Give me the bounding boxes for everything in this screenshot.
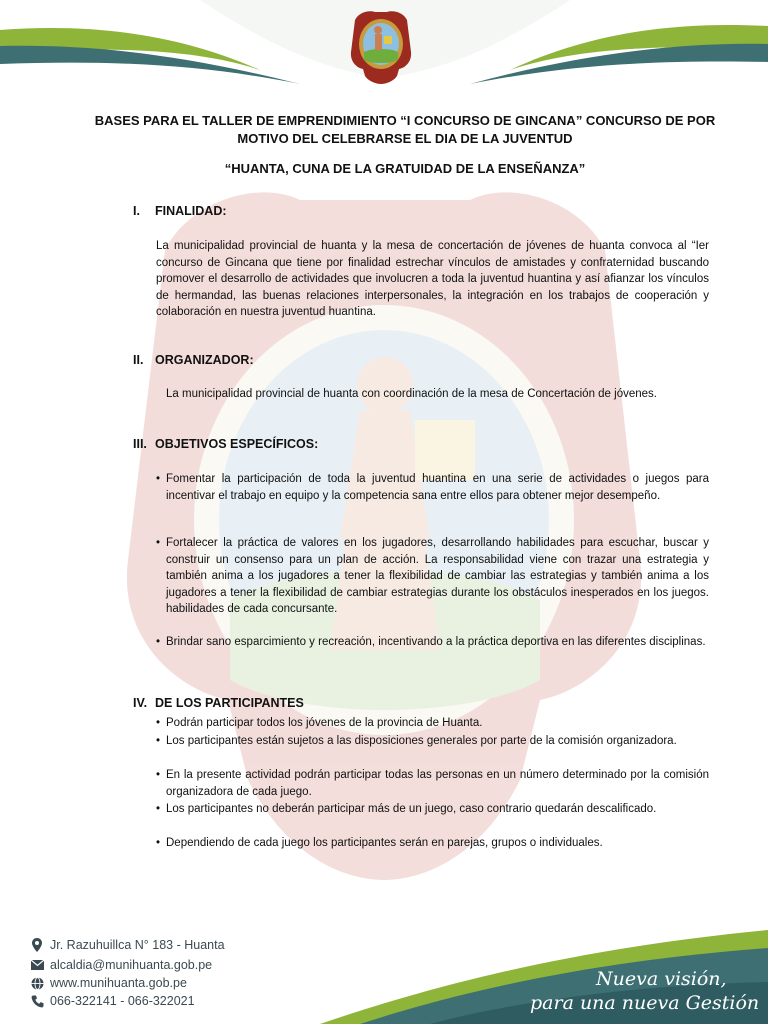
- objective-text: Fortalecer la práctica de valores en los jugadores, desarrollando habilidades para escuchar, buscar y construir un consenso para un plan de acción. La responsabilidad viene con trazar una estrategia y también anima a los jugadores a tener la flexibilidad de cambiar las estrategias y también anima a los jugadores a tener la flexibilidad de cambiar estrategias durante los obstáculos inesperados en los juegos. habilidades de cada concursante.: [166, 537, 709, 616]
- participant-text: Los participantes no deberán participar más de un juego, caso contrario quedarán descalificado.: [166, 803, 657, 815]
- bullet-icon: •: [156, 537, 161, 549]
- organizador-paragraph: La municipalidad provincial de huanta con coordinación de la mesa de Concertación de jóvenes.: [166, 388, 657, 400]
- section-number: I.: [133, 204, 140, 218]
- email-link[interactable]: alcaldia@munihuanta.gob.pe: [50, 958, 213, 972]
- section-number: III.: [133, 437, 147, 451]
- section-title: DE LOS PARTICIPANTES: [155, 696, 304, 710]
- bullet-icon: •: [156, 473, 161, 485]
- bullet-icon: •: [156, 769, 161, 781]
- finalidad-paragraph: La municipalidad provincial de huanta y la mesa de concertación de jóvenes de huanta convoca al “Ier concurso de Gincana que tiene por finalidad estrechar vínculos de amistades y confraternidad buscando promover el desarrollo de actividades que involucren a toda la juventud huantina y así afianzar los vínculos de hermandad, las buenas relaciones interpersonales, la integración en los trabajos de cooperación y colaboración en nuestra juventud huantina.: [156, 240, 709, 319]
- bullet-icon: •: [156, 717, 161, 729]
- section-title: ORGANIZADOR:: [155, 353, 254, 367]
- web-link[interactable]: www.munihuanta.gob.pe: [50, 976, 187, 990]
- section-title: FINALIDAD:: [155, 204, 227, 218]
- envelope-icon: [30, 958, 44, 972]
- objective-text: Fomentar la participación de toda la juventud huantina en una serie de actividades o juegos para incentivar el trabajo en equipo y la competencia sana entre ellos para obtener mejor desempeño.: [166, 473, 709, 502]
- location-pin-icon: [30, 938, 44, 952]
- globe-icon: [30, 976, 44, 990]
- footer-web: [30, 976, 187, 990]
- participant-text: En la presente actividad podrán participar todas las personas en un número determinado por la comisión organizadora de cada juego.: [166, 769, 709, 798]
- title-line-1: BASES PARA EL TALLER DE EMPRENDIMIENTO “I CONCURSO DE GINCANA” CONCURSO DE POR: [94, 113, 716, 128]
- participant-text: Dependiendo de cada juego los participantes serán en parejas, grupos o individuales.: [166, 837, 603, 849]
- section-title: OBJETIVOS ESPECÍFICOS:: [155, 437, 319, 451]
- footer-phone: [30, 994, 195, 1008]
- section-number: II.: [133, 353, 144, 367]
- address-text: Jr. Razuhuillca N° 183 - Huanta: [50, 938, 225, 952]
- phone-icon: [30, 994, 44, 1008]
- bullet-icon: •: [156, 735, 161, 747]
- bullet-icon: •: [156, 636, 161, 648]
- phone-text: 066-322141 - 066-322021: [50, 994, 195, 1008]
- participant-text: Los participantes están sujetos a las disposiciones generales por parte de la comisión organizadora.: [166, 735, 677, 747]
- bullet-icon: •: [156, 837, 161, 849]
- footer-email: [30, 958, 212, 972]
- slogan-line-2: para una nueva Gestión: [530, 992, 760, 1014]
- objective-text: Brindar sano esparcimiento y recreación, incentivando a la práctica deportiva en las diferentes disciplinas.: [166, 636, 706, 648]
- slogan-line-1: Nueva visión,: [596, 968, 727, 990]
- participant-text: Podrán participar todos los jóvenes de la provincia de Huanta.: [166, 717, 483, 729]
- bullet-icon: •: [156, 803, 161, 815]
- footer-address: [30, 938, 225, 952]
- document-subtitle: “HUANTA, CUNA DE LA GRATUIDAD DE LA ENSEÑANZA”: [224, 161, 586, 176]
- title-line-2: MOTIVO DEL CELEBRARSE EL DIA DE LA JUVENTUD: [237, 131, 573, 146]
- section-number: IV.: [133, 696, 148, 710]
